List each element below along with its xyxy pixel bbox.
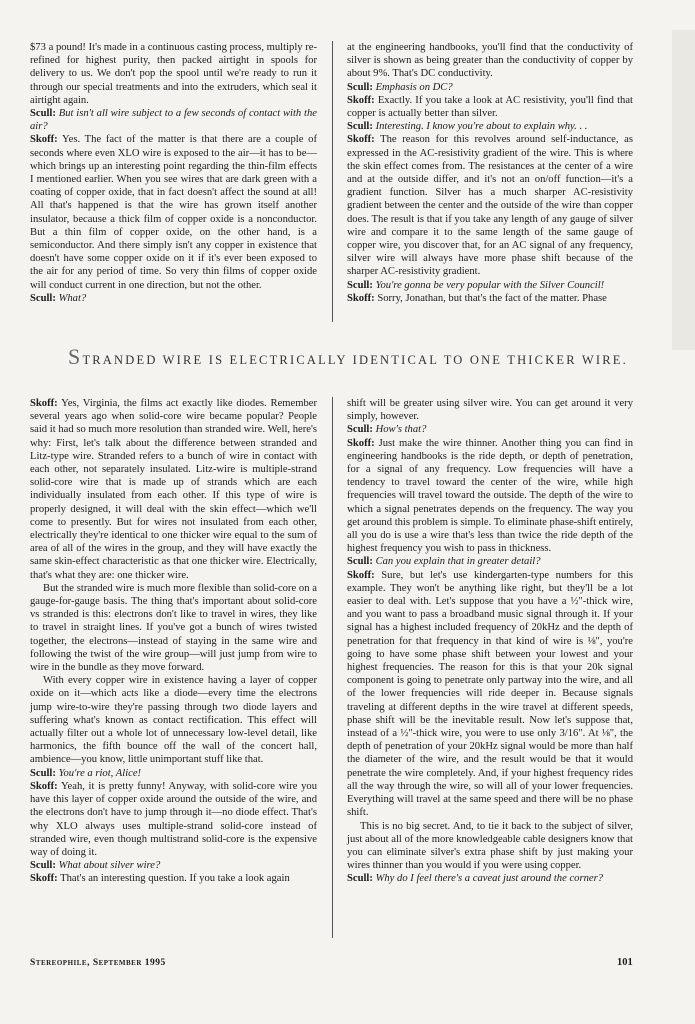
paragraph: But the stranded wire is much more flexible than solid-core on a gauge-for-gauge basis. The thing that's important about solid-core vs stranded is this: electrons don't like to travel in wires, they like to travel in straight lines. If you've got a bunch of wires twisted together, the electrons—instead of staying in the same wire and following the twist of the wire group—will just jump from wire to wire in the bundle as they move forward. [30,582,317,674]
dialogue-line [347,569,633,820]
dialogue-line [30,397,317,582]
answer-text: Yes. The fact of the matter is that there are a couple of seconds where even XLO wire is exposed to the air—it has to be—which brings up an interesting point regarding the thin-film effects I mentioned earlier. When you see wires that are dark green with a coating of copper oxide, that in fact doesn't affect the sound at all! All that's happened is that the wire has grown itself another insulator, because a thick film of copper oxide is a nonconductor. But a thin film of copper oxide, on the other hand, is a semiconductor. And there simply isn't any copper in existence that doesn't have some copper oxide on it if it's ever been exposed to the air for any period of time. So very thin films of copper oxide will conduct current in one direction, but not the other. [30,134,317,291]
dialogue-line [347,81,633,94]
paragraph: $73 a pound! It's made in a continuous casting process, multiply re-refined for highest purity, then packed airtight in spools for delivery to us. We don't pop the spool until we're ready to run it through our special treatments and into the extruders, which seal it airtight again. [30,42,317,106]
speaker-label: Scull: [30,292,56,304]
dialogue-line [347,133,633,278]
footer-publication: Stereophile, September 1995 [30,958,166,968]
dialogue-line [30,767,317,780]
speaker-label: Skoff: [30,780,58,792]
speaker-label: Skoff: [30,134,58,146]
speaker-label: Skoff: [347,292,375,304]
question-text: Can you explain that in greater detail? [375,556,541,568]
dialogue-line [30,859,317,872]
column-divider [332,397,333,938]
dialogue-line [347,423,633,436]
article-column-bottom-left [30,397,317,886]
speaker-label: Scull: [30,767,56,779]
speaker-label: Scull: [347,424,373,436]
dialogue-line [347,292,633,305]
question-text: What about silver wire? [58,860,161,872]
paragraph: at the engineering handbooks, you'll find that the conductivity of silver is shown as being greater than the conductivity of copper by about 9%. That's DC conductivity. [347,42,633,80]
paragraph: With every copper wire in existence having a layer of copper oxide on it—which acts like a diode—every time the electrons jump wire-to-wire they're passing through two diode layers and suffering what's known as contact rectification. This effect will actually filter out a whole lot of unnecessary low-level detail, like harmonics, the fifth bounce off the wall of the concert hall, ambience—you know, little unimportant stuff like that. [30,675,317,766]
pull-quote [68,344,628,370]
speaker-label: Scull: [30,108,56,120]
speaker-label: Skoff: [347,134,375,146]
speaker-label: Skoff: [347,94,375,106]
paragraph: This is no big secret. And, to tie it back to the subject of silver, just about all of the more knowledgeable cable designers know that you can eliminate silver's extra phase shift by just making your wires thinner than you would if you were using copper. [347,820,633,872]
speaker-label: Scull: [347,121,373,133]
dialogue-line [347,279,633,292]
answer-text: The reason for this revolves around self-inductance, as expressed in the AC-resistivity gradient of the wire. This is where the skin effect comes from. The resistances at the center of a wire and at the outside differ, and it's not an on/off function—it's a gradient function. Silver has a much sharper AC-resistivity gradient between the center and the outside of the wire than copper does. The result is that if you take any length of any gauge of silver wire and compare it to the same length of the same gauge of copper wire, you discover that, for an AC signal of any frequency, silver wire will always have more phase shift because of the sharper AC-resistivity gradient. [347,134,633,278]
speaker-label: Scull: [30,860,56,872]
pull-quote-initial: S [68,344,83,369]
dialogue-line [347,120,633,133]
dialogue-line [347,94,633,120]
speaker-label: Skoff: [347,569,375,581]
question-text: You're a riot, Alice! [58,767,142,779]
question-text: Emphasis on DC? [375,81,453,93]
speaker-label: Scull: [347,556,373,568]
speaker-label: Scull: [347,279,373,291]
dialogue-line [347,555,633,568]
question-text: But isn't all wire subject to a few seconds of contact with the air? [30,108,317,133]
question-text: How's that? [375,424,427,436]
speaker-label: Skoff: [30,398,58,409]
dialogue-line [347,872,633,885]
speaker-label: Skoff: [30,873,58,885]
paragraph: shift will be greater using silver wire. You can get around it very simply, however. [347,398,633,423]
answer-text: Yeah, it is pretty funny! Anyway, with solid-core wire you have this layer of copper oxide around the outside of the wire, and the electrons don't have to jump through it—no diode effect. That's why XLO always uses multiple-strand solid-core instead of stranded wire, even though multistrand solid-core is the expensive way of doing it. [30,780,317,858]
question-text: You're gonna be very popular with the Silver Council! [375,279,605,291]
article-column-top-right [347,41,633,305]
article-column-top-left [30,41,317,305]
answer-text: That's an interesting question. If you take a look again [60,873,290,885]
question-text: Interesting. I know you're about to explain why. . . [375,121,588,133]
question-text: What? [58,292,87,304]
column-divider [332,41,333,322]
answer-text: Sure, but let's use kindergarten-type numbers for this example. They won't be anything like right, but they'll be a lot easier to deal with. Let's suppose that you have a ½"-thick wire, and you want to pass a broadband music signal through it. If your signal has a highest included frequency of 20kHz and the depth of penetration for that frequency in that kind of wire is ⅛", you're going to have some phase shift between your lowest and your highest frequencies. The reason for this is that your 20k signal component is going to penetrate only partway into the wire, and all of the lower frequencies will ride deeper in. Because signals traveling at different depths in the wire travel at different speeds, phase shift will be the inevitable result. Now let's suppose that, instead of a ½"-thick wire, you were to use only 3/16". At ⅛", the depth of penetration of your 20kHz signal would be more than half the diameter of the wire, and the result would be that it would penetrate the wire completely. And, if your highest frequency rides all the way through the wire, so will all of your lower frequencies. Everything will travel at the same speed and there will be no phase shift. [347,569,633,819]
answer-text: Yes, Virginia, the films act exactly like diodes. Remember several years ago when solid-core wire became popular? People said it had so much more resolution than stranded wire. Well, here's why: First, let's talk about the difference between stranded and Litz-type wire. Stranded refers to a bunch of wire in contact with each other, not separately insulated. Litz-wire is multiple-strand solid-core wire that is made up of strands which are each individually insulated from each other. If this type of wire is properly designed, it will deal with the skin effect—which we'll come to presently. But for wires not insulated from each other, electrically they're identical to one thicker wire equal to the sum of area of all of the wires in the group, and they will have exactly the same skin-effect characteristic as that one thicker wire. Electrically, that's what they are: one thicker wire. [30,398,317,581]
dialogue-line [30,292,317,305]
speaker-label: Skoff: [347,437,375,449]
dialogue-line [30,133,317,291]
speaker-label: Scull: [347,81,373,93]
answer-text: Exactly. If you take a look at AC resistivity, you'll find that copper is actually better than silver. [347,94,634,120]
answer-text: Sorry, Jonathan, but that's the fact of the matter. Phase [377,292,607,304]
question-text: Why do I feel there's a caveat just around the corner? [375,873,603,885]
answer-text: Just make the wire thinner. Another thing you can find in engineering handbooks is the ride depth, or depth of penetration, for a signal of any frequency. Low frequencies will have a tendency to travel toward the center of the wire, while high frequencies will travel toward the outside. The depth of the wire to which a signal penetrates depends on the frequency. The way you get around this problem is simple. To eliminate phase-shift entirely, all you do is use a wire that's less than twice the ride depth of the highest frequency you wish to pass in thickness. [347,437,633,555]
pull-quote-text: TRANDED WIRE IS ELECTRICALLY IDENTICAL TO ONE THICKER WIRE. [82,353,628,367]
page-number: 101 [617,957,633,968]
dialogue-line [347,437,633,556]
dialogue-line [30,872,317,885]
speaker-label: Scull: [347,873,373,885]
dialogue-line [30,780,317,859]
dialogue-line [30,107,317,133]
page-edge-shadow [672,30,695,350]
article-column-bottom-right [347,397,633,886]
